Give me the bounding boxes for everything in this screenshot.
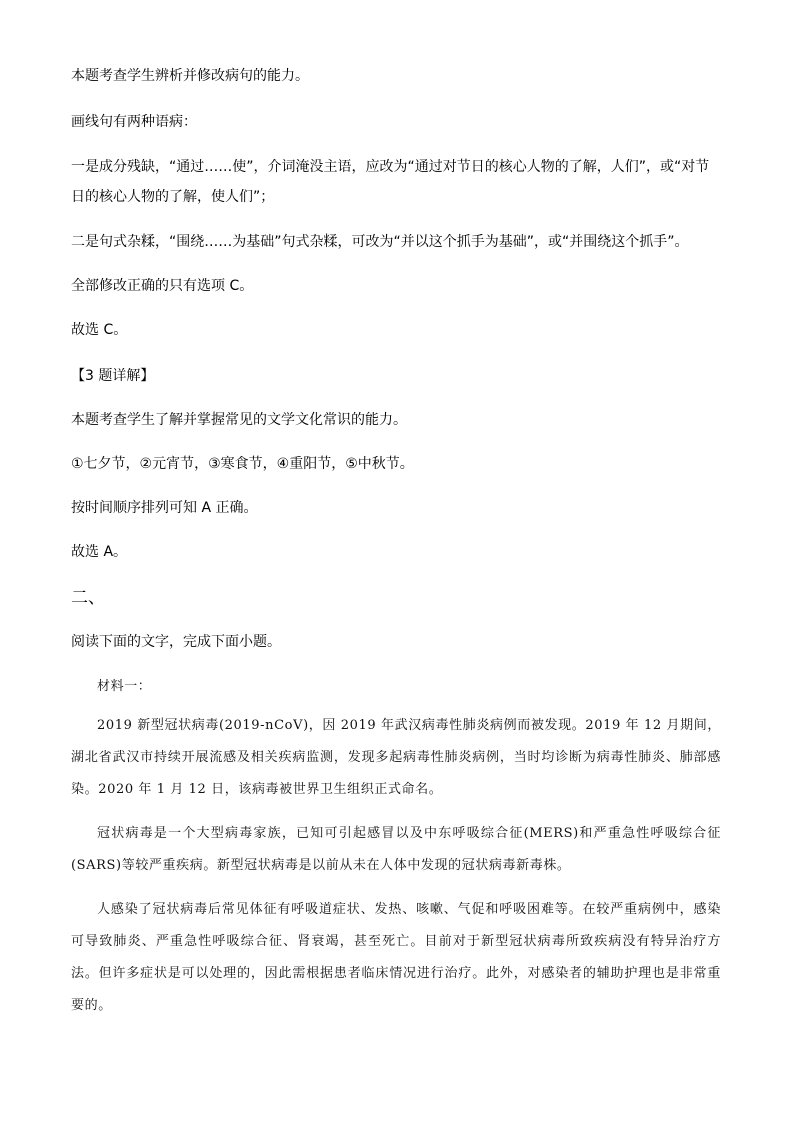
analysis-line: 故选 A。: [71, 544, 128, 560]
analysis-line: 故选 C。: [71, 322, 128, 338]
material-section: [71, 671, 721, 1022]
analysis-line: 全部修改正确的只有选项 C。: [71, 278, 254, 294]
analysis-line: 本题考查学生了解并掌握常见的文学文化常识的能力。: [71, 412, 407, 428]
material-paragraph: 冠状病毒是一个大型病毒家族，已知可引起感冒以及中东呼吸综合征(MERS)和严重急性呼吸综合征(SARS)等较严重疾病。新型冠状病毒是以前从未在人体中发现的冠状病毒新毒株。: [71, 826, 721, 873]
reading-instruction: 阅读下面的文字，完成下面小题。: [71, 634, 281, 650]
material-paragraph: 人感染了冠状病毒后常见体征有呼吸道症状、发热、咳嗽、气促和呼吸困难等。在较严重病例中，感染可导致肺炎、严重急性呼吸综合征、肾衰竭，甚至死亡。目前对于新型冠状病毒所致疾病没有特异治疗方法。但许多症状是可以处理的，因此需根据患者临床情况进行治疗。此外，对感染者的辅助护理也是非常重要的。: [71, 902, 721, 1013]
analysis-line: 按时间顺序排列可知 A 正确。: [71, 500, 258, 516]
analysis-paragraph: 一是成分残缺，“通过……使”，介词淹没主语，应改为“通过对节日的核心人物的了解，人们”，或“对节日的核心人物的了解，使人们”；: [71, 159, 710, 205]
analysis-line: ①七夕节，②元宵节，③寒食节，④重阳节，⑤中秋节。: [71, 456, 414, 472]
analysis-line: 二是句式杂糅，“围绕……为基础”句式杂糅，可改为“并以这个抓手为基础”，或“并围绕这个抓手”。: [71, 234, 689, 250]
material-label: 材料一：: [97, 679, 152, 694]
analysis-line: 画线句有两种语病：: [71, 114, 197, 130]
part-heading: 二、: [71, 588, 105, 608]
analysis-line: 本题考查学生辨析并修改病句的能力。: [71, 68, 309, 84]
section-title: 【3 题详解】: [71, 368, 155, 384]
material-paragraph: 2019 新型冠状病毒(2019-nCoV)，因 2019 年武汉病毒性肺炎病例而被发现。2019 年 12 月期间，湖北省武汉市持续开展流感及相关疾病监测，发现多起病毒性肺炎病例，当时均诊断为病毒性肺炎、肺部感染。2020 年 1 月 12 日，该病毒被世界卫生组织正式命名。: [71, 718, 721, 797]
